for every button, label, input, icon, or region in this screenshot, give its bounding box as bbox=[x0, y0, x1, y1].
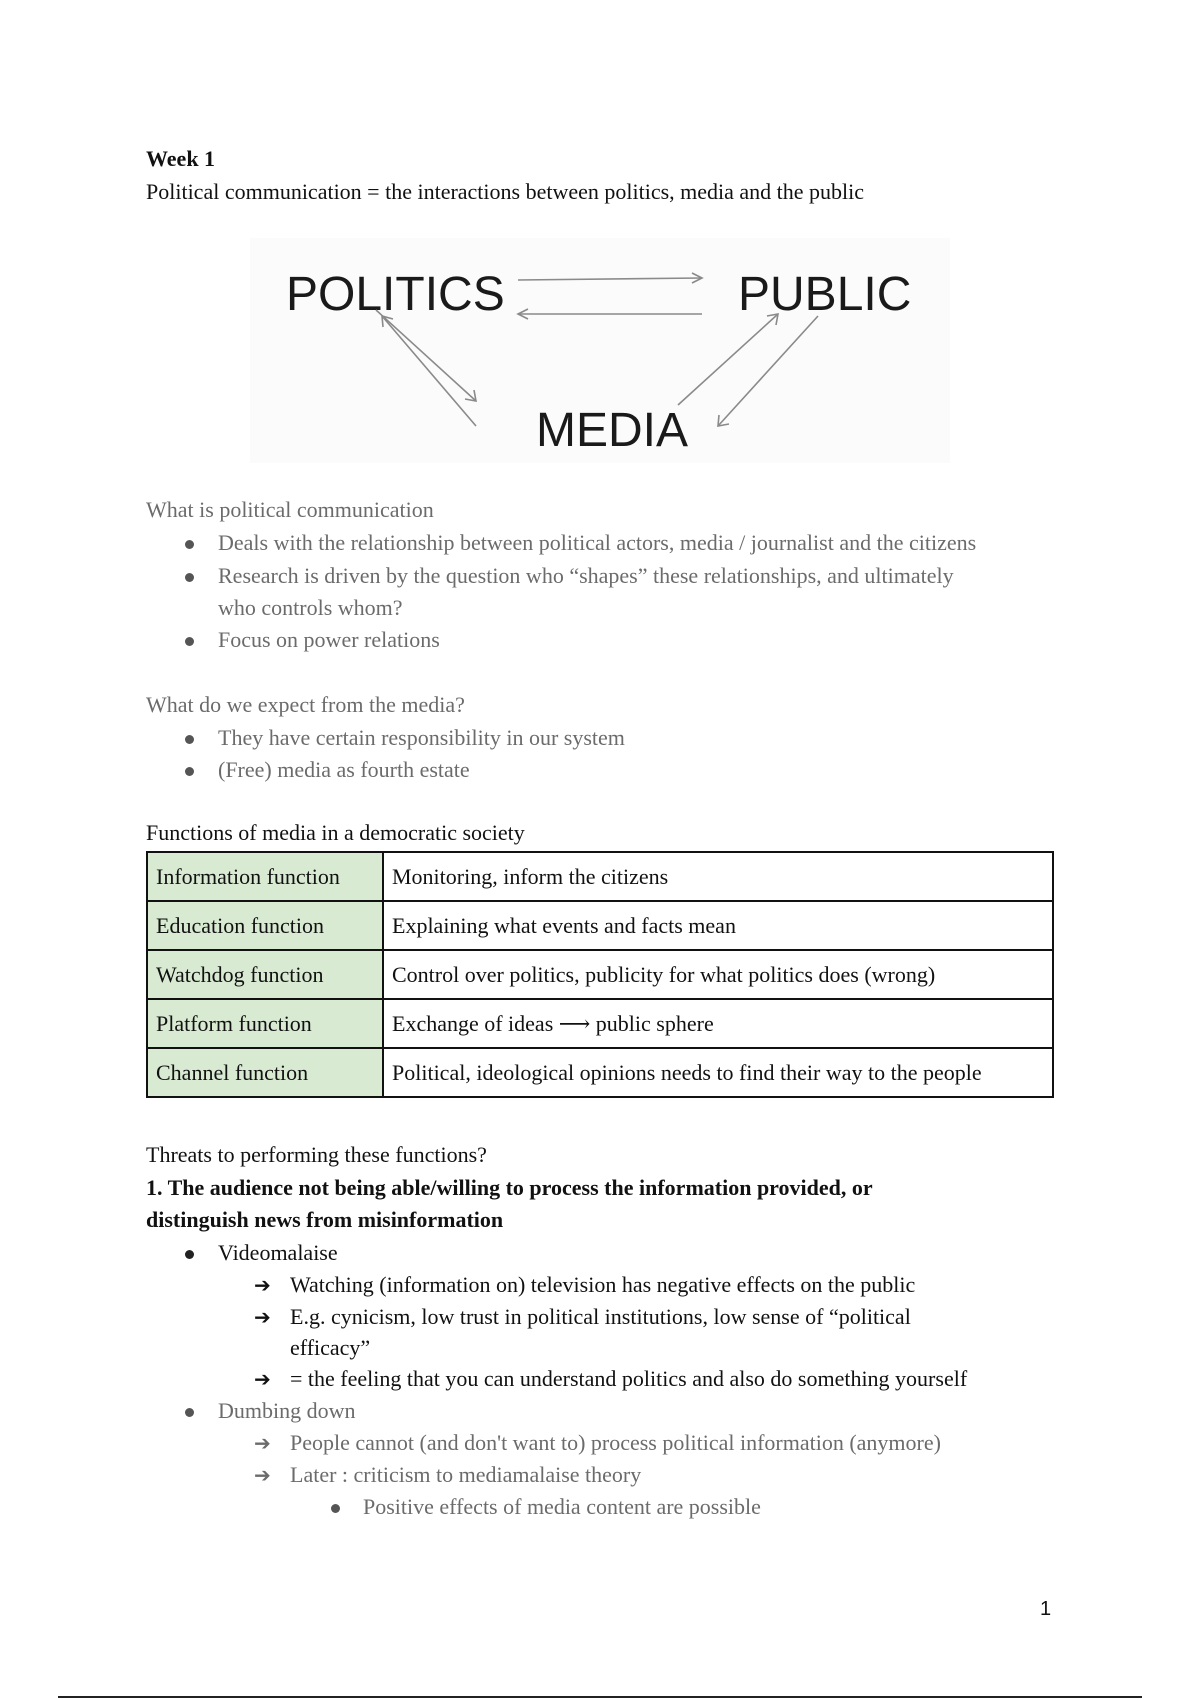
function-label: Information function bbox=[147, 852, 383, 901]
public-node: PUBLIC bbox=[738, 268, 912, 321]
bullet-dot bbox=[185, 540, 194, 549]
dumbing-down-item: People cannot (and don't want to) process political information (anymore) bbox=[290, 1430, 941, 1455]
function-label: Watchdog function bbox=[147, 950, 383, 999]
bullet-dot bbox=[185, 1250, 194, 1259]
list-item: They have certain responsibility in our system bbox=[218, 725, 625, 750]
arrow-media-to-public bbox=[678, 314, 778, 405]
arrow-bullet-icon: ➔ bbox=[254, 1305, 271, 1329]
table-row bbox=[147, 1048, 1053, 1097]
dumbing-down-label: Dumbing down bbox=[218, 1398, 356, 1423]
table-row bbox=[147, 901, 1053, 950]
function-label: Channel function bbox=[147, 1048, 383, 1097]
function-description: Exchange of ideas ⟶ public sphere bbox=[383, 999, 1053, 1048]
expect-heading: What do we expect from the media? bbox=[146, 692, 465, 717]
function-description: Monitoring, inform the citizens bbox=[383, 852, 1053, 901]
table-row bbox=[147, 852, 1053, 901]
bullet-dot bbox=[331, 1504, 340, 1513]
bullet-dot bbox=[185, 735, 194, 744]
definition-text: Political communication = the interactions between politics, media and the public bbox=[146, 179, 865, 204]
dumbing-down-subitem: Positive effects of media content are possible bbox=[363, 1494, 761, 1519]
politics-node: POLITICS bbox=[286, 268, 505, 321]
videomalaise-item: Watching (information on) television has negative effects on the public bbox=[290, 1272, 916, 1297]
function-label: Education function bbox=[147, 901, 383, 950]
function-description: Explaining what events and facts mean bbox=[383, 901, 1053, 950]
bullet-dot bbox=[185, 1408, 194, 1417]
function-description: Control over politics, publicity for what politics does (wrong) bbox=[383, 950, 1053, 999]
arrow-public-to-media bbox=[718, 316, 818, 426]
threats-question: Threats to performing these functions? bbox=[146, 1142, 487, 1167]
functions-table bbox=[146, 851, 1054, 1098]
media-node: MEDIA bbox=[536, 404, 689, 457]
politics-public-media-diagram bbox=[250, 238, 950, 463]
bullet-dot bbox=[185, 637, 194, 646]
table-row bbox=[147, 950, 1053, 999]
table-row bbox=[147, 999, 1053, 1048]
list-item-continuation: who controls whom? bbox=[218, 595, 403, 620]
threat-point-1: 1. The audience not being able/willing to process the information provided, or bbox=[146, 1175, 873, 1200]
function-label: Platform function bbox=[147, 999, 383, 1048]
table-caption: Functions of media in a democratic society bbox=[146, 820, 525, 845]
list-item: (Free) media as fourth estate bbox=[218, 757, 470, 782]
page-number: 1 bbox=[1040, 1598, 1052, 1620]
footer-divider bbox=[58, 1696, 1142, 1698]
videomalaise-item-continuation: efficacy” bbox=[290, 1335, 371, 1360]
function-description: Political, ideological opinions needs to find their way to the people bbox=[383, 1048, 1053, 1097]
diagram-arrows bbox=[250, 238, 950, 463]
dumbing-down-item: Later : criticism to mediamalaise theory bbox=[290, 1462, 642, 1487]
videomalaise-item: E.g. cynicism, low trust in political institutions, low sense of “political bbox=[290, 1304, 911, 1329]
threat-point-1-continuation: distinguish news from misinformation bbox=[146, 1207, 504, 1232]
videomalaise-item: = the feeling that you can understand politics and also do something yourself bbox=[290, 1366, 968, 1391]
list-item: Research is driven by the question who “shapes” these relationships, and ultimately bbox=[218, 563, 954, 588]
week-heading: Week 1 bbox=[146, 146, 216, 171]
bullet-dot bbox=[185, 767, 194, 776]
list-item: Deals with the relationship between political actors, media / journalist and the citizens bbox=[218, 530, 977, 555]
arrow-media-to-politics bbox=[382, 316, 476, 426]
what-is-heading: What is political communication bbox=[146, 497, 434, 522]
arrow-politics-to-media bbox=[376, 310, 476, 401]
arrow-bullet-icon: ➔ bbox=[254, 1273, 271, 1297]
videomalaise-label: Videomalaise bbox=[218, 1240, 338, 1265]
arrow-politics-to-public bbox=[518, 278, 702, 280]
list-item: Focus on power relations bbox=[218, 627, 440, 652]
bullet-dot bbox=[185, 573, 194, 582]
arrow-bullet-icon: ➔ bbox=[254, 1367, 271, 1391]
arrow-bullet-icon: ➔ bbox=[254, 1431, 271, 1455]
arrow-bullet-icon: ➔ bbox=[254, 1463, 271, 1487]
